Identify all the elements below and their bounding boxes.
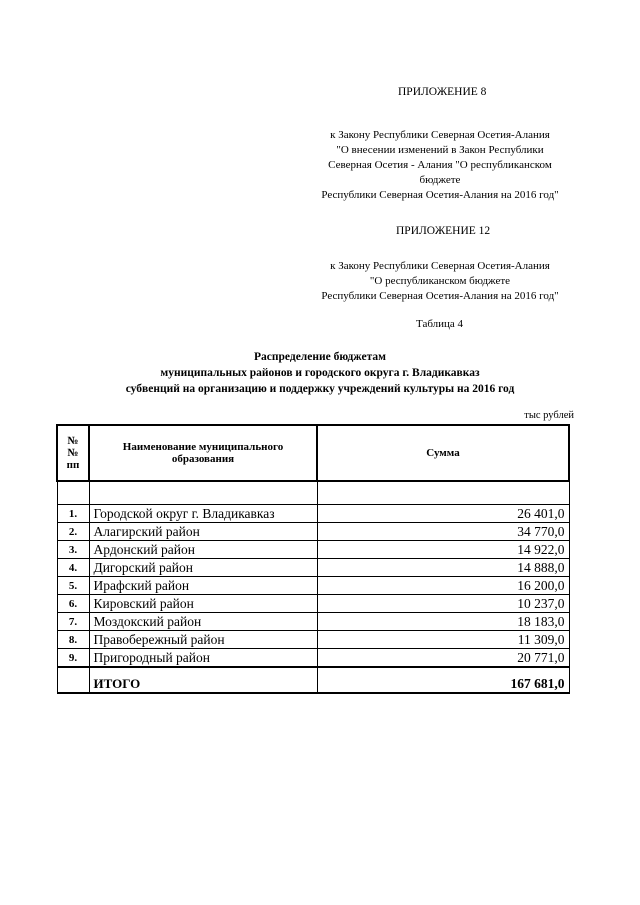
total-number-cell [57,667,89,693]
row-sum: 14 888,0 [317,559,569,577]
appendix-8-line: Северная Осетия - Алания "О республиканском [328,159,552,171]
row-name: Городской округ г. Владикавказ [89,505,317,523]
table-row [57,577,569,595]
appendix-8-line: бюджете [419,174,461,186]
heading-line: Распределение бюджетам [254,351,386,363]
row-number: 7. [57,613,89,631]
row-number: 4. [57,559,89,577]
total-sum: 167 681,0 [317,667,569,693]
units-label: тыс рублей [524,410,574,421]
appendix-12-title: ПРИЛОЖЕНИЕ 12 [396,225,491,237]
appendix-12-line: "О республиканском бюджете [369,275,511,287]
row-sum: 34 770,0 [317,523,569,541]
row-number: 6. [57,595,89,613]
header-number: №№ пп [57,425,89,481]
row-number: 9. [57,649,89,668]
row-name: Алагирский район [89,523,317,541]
row-sum: 16 200,0 [317,577,569,595]
table-label: Таблица 4 [416,318,464,330]
row-name: Ирафский район [89,577,317,595]
budget-table [56,424,570,694]
appendix-8-title: ПРИЛОЖЕНИЕ 8 [398,86,487,98]
table-row [57,631,569,649]
row-number: 1. [57,505,89,523]
row-name: Дигорский район [89,559,317,577]
appendix-8-line: "О внесении изменений в Закон Республики [336,144,544,156]
table-total-row [57,667,569,693]
appendix-12-line: Республики Северная Осетия-Алания на 2016 год" [321,290,559,302]
row-name: Пригородный район [89,649,317,668]
appendix-8-reference [300,128,580,203]
row-sum: 18 183,0 [317,613,569,631]
row-name: Ардонский район [89,541,317,559]
table-row [57,541,569,559]
table-row [57,523,569,541]
row-number: 5. [57,577,89,595]
row-name: Кировский район [89,595,317,613]
row-name: Моздокский район [89,613,317,631]
table-row [57,613,569,631]
appendix-8-line: к Закону Республики Северная Осетия-Алания [330,129,550,141]
appendix-12-reference [300,259,580,304]
table-header-row [57,425,569,481]
row-sum: 11 309,0 [317,631,569,649]
total-label: ИТОГО [89,667,317,693]
row-sum: 20 771,0 [317,649,569,668]
row-number: 8. [57,631,89,649]
header-name: Наименование муниципального образования [89,425,317,481]
row-number: 3. [57,541,89,559]
row-name: Правобережный район [89,631,317,649]
document-heading [0,349,640,397]
heading-line: муниципальных районов и городского округа г. Владикавказ [160,367,480,379]
row-sum: 10 237,0 [317,595,569,613]
table-row [57,505,569,523]
row-sum: 26 401,0 [317,505,569,523]
header-sum: Сумма [317,425,569,481]
appendix-12-line: к Закону Республики Северная Осетия-Алания [330,260,550,272]
table-row [57,595,569,613]
row-sum: 14 922,0 [317,541,569,559]
table-spacer-row [57,481,569,505]
heading-line: субвенций на организацию и поддержку учреждений культуры на 2016 год [125,383,515,395]
table-row [57,649,569,668]
row-number: 2. [57,523,89,541]
table-row [57,559,569,577]
appendix-8-line: Республики Северная Осетия-Алания на 2016 год" [321,189,559,201]
